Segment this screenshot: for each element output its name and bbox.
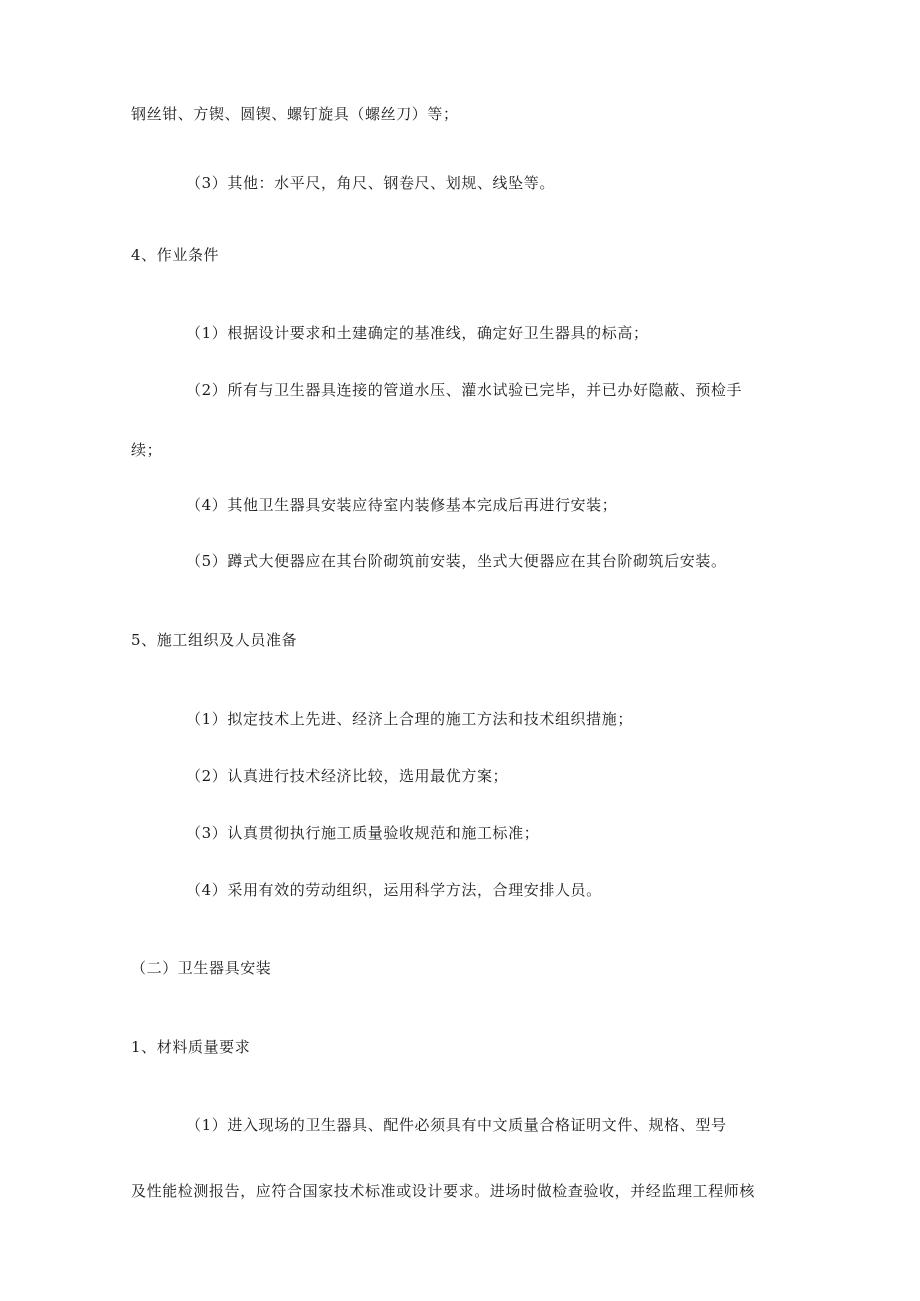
section-heading-material-quality: 1、材料质量要求 <box>131 1038 251 1056</box>
text-line-condition-1: （1）根据设计要求和土建确定的基准线，确定好卫生器具的标高； <box>186 324 649 342</box>
text-line-tools-continued: 钢丝钳、方锲、圆锲、螺钉旋具（螺丝刀）等； <box>131 105 459 123</box>
text-line-condition-4: （4）其他卫生器具安装应待室内装修基本完成后再进行安装； <box>186 496 618 514</box>
section-heading-organization: 5、施工组织及人员准备 <box>131 631 298 649</box>
text-line-other-tools: （3）其他：水平尺，角尺、钢卷尺、划规、线坠等。 <box>186 174 555 192</box>
section-heading-fixture-installation: （二）卫生器具安装 <box>131 959 272 977</box>
section-heading-work-conditions: 4、作业条件 <box>131 246 220 264</box>
text-line-organization-2: （2）认真进行技术经济比较，选用最优方案； <box>186 767 509 785</box>
text-line-condition-2-continued: 续； <box>131 441 163 459</box>
text-line-material-1: （1）进入现场的卫生器具、配件必须具有中文质量合格证明文件、规格、型号 <box>186 1116 727 1134</box>
text-line-organization-1: （1）拟定技术上先进、经济上合理的施工方法和技术组织措施； <box>186 710 633 728</box>
text-line-condition-2: （2）所有与卫生器具连接的管道水压、灌水试验已完毕，并已办好隐蔽、预检手 <box>186 381 743 399</box>
text-line-material-1-continued: 及性能检测报告，应符合国家技术标准或设计要求。进场时做检查验收，并经监理工程师核 <box>131 1182 756 1200</box>
text-line-organization-3: （3）认真贯彻执行施工质量验收规范和施工标准； <box>186 824 540 842</box>
text-line-condition-5: （5）蹲式大便器应在其台阶砌筑前安装，坐式大便器应在其台阶砌筑后安装。 <box>186 552 727 570</box>
text-line-organization-4: （4）采用有效的劳动组织，运用科学方法，合理安排人员。 <box>186 881 602 899</box>
